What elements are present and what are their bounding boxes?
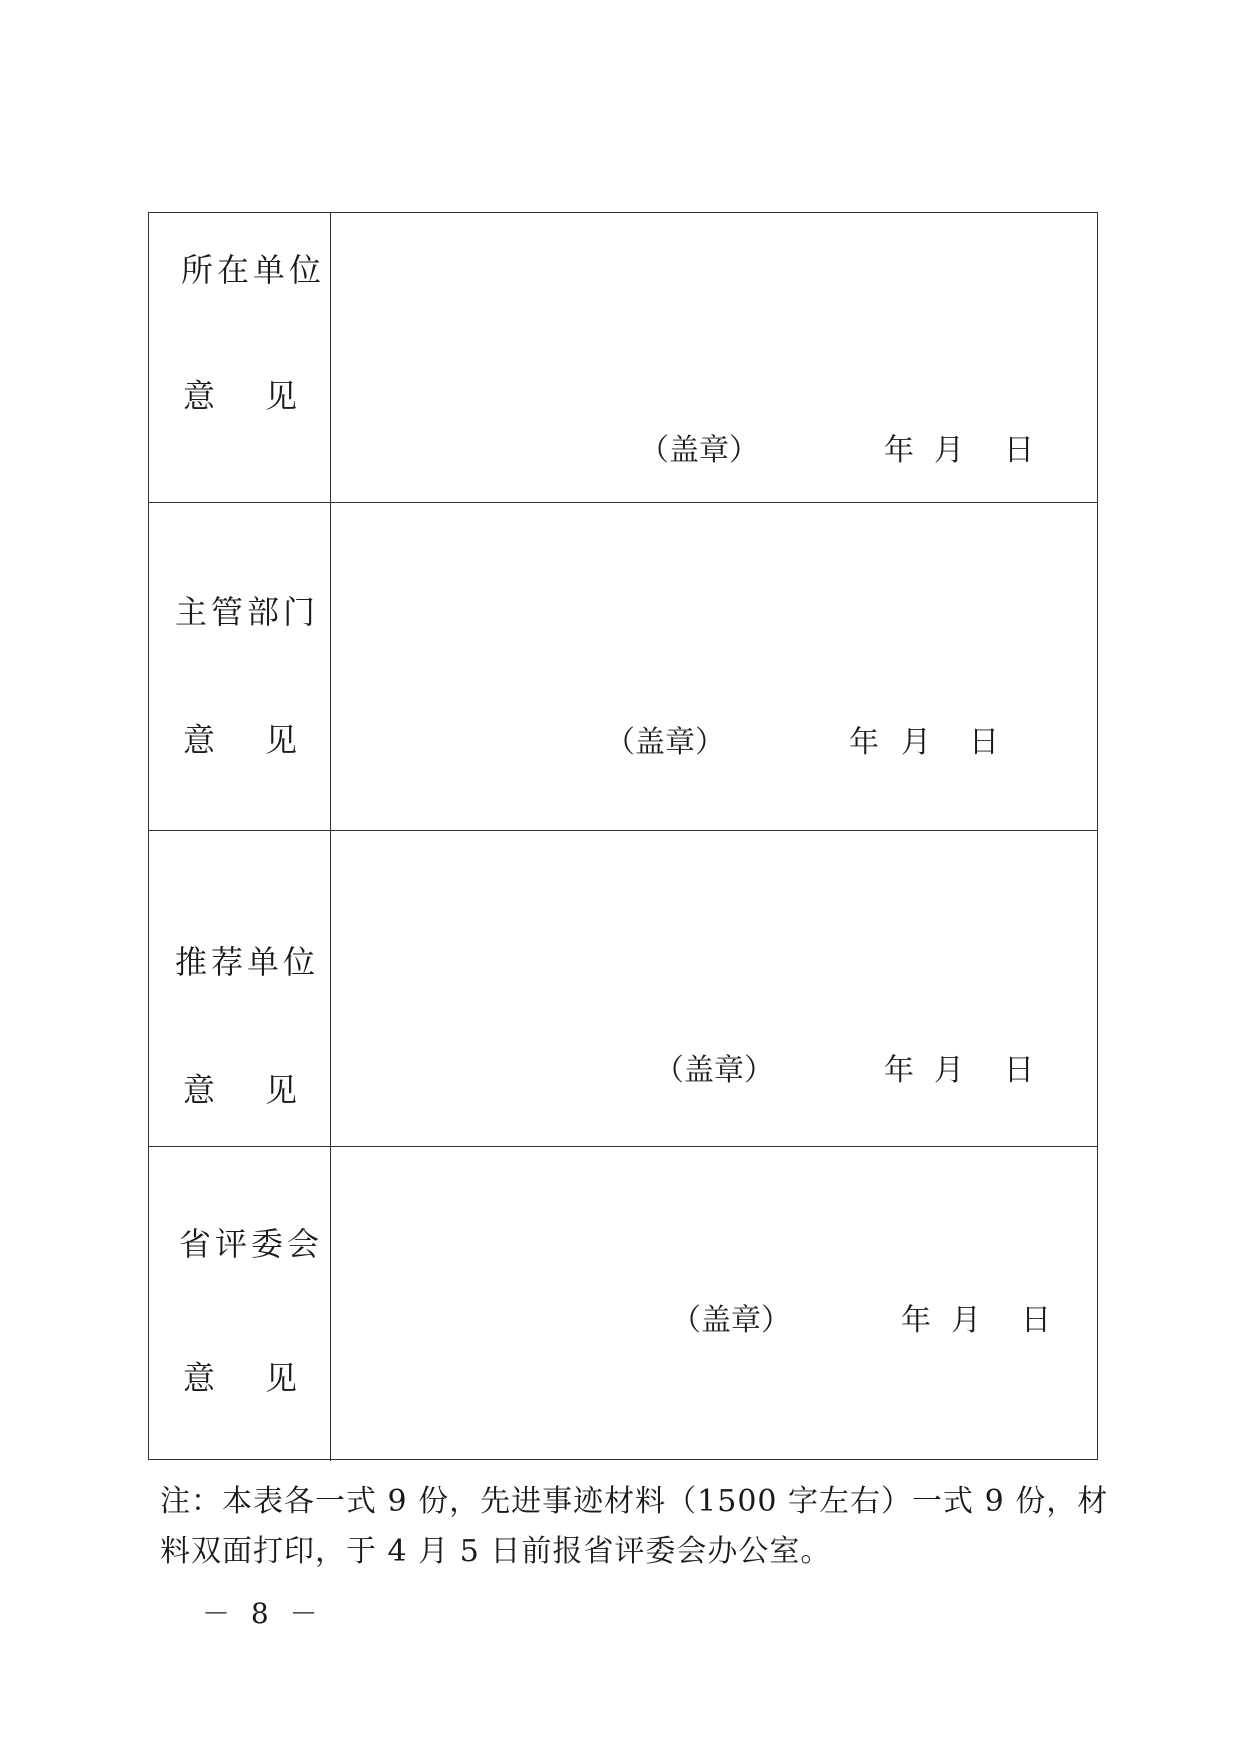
date-year: 年	[849, 725, 879, 760]
label-cell	[149, 831, 331, 1146]
seal-placeholder: （盖章）	[605, 725, 725, 760]
label-cell	[149, 1147, 331, 1461]
seal-placeholder: （盖章）	[671, 1303, 791, 1338]
seal-placeholder: （盖章）	[639, 433, 759, 468]
row-label: 推荐单位	[175, 943, 320, 981]
date-month: 月	[951, 1303, 981, 1338]
date-year: 年	[901, 1303, 931, 1338]
date-month: 月	[901, 725, 931, 760]
opinion-label-right: 见	[265, 1071, 298, 1109]
date-year: 年	[884, 1053, 914, 1088]
seal-placeholder: （盖章）	[654, 1053, 774, 1088]
date-year: 年	[884, 433, 914, 468]
label-cell	[149, 503, 331, 830]
page-number: － 8 －	[202, 1597, 324, 1630]
date-day: 日	[1004, 433, 1034, 468]
opinion-label-left: 意	[183, 377, 216, 415]
opinion-label-right: 见	[265, 377, 298, 415]
opinion-label-left: 意	[183, 1359, 216, 1397]
opinion-label-right: 见	[265, 1359, 298, 1397]
form-row-committee	[149, 1147, 1097, 1461]
footnote-line-1: 注：本表各一式 9 份，先进事迹材料（1500 字左右）一式 9 份，材	[160, 1484, 1109, 1519]
date-day: 日	[969, 725, 999, 760]
row-label: 省评委会	[179, 1225, 324, 1263]
row-label: 主管部门	[175, 593, 320, 631]
footnote-line-2: 料双面打印，于 4 月 5 日前报省评委会办公室。	[160, 1534, 832, 1569]
opinion-label-right: 见	[265, 721, 298, 759]
date-month: 月	[934, 433, 964, 468]
form-row-unit	[149, 213, 1097, 503]
form-row-recommender	[149, 831, 1097, 1147]
form-row-department	[149, 503, 1097, 831]
opinion-label-left: 意	[183, 721, 216, 759]
opinion-label-left: 意	[183, 1071, 216, 1109]
date-day: 日	[1004, 1053, 1034, 1088]
date-month: 月	[934, 1053, 964, 1088]
row-label: 所在单位	[181, 251, 326, 289]
date-day: 日	[1021, 1303, 1051, 1338]
opinion-form-table	[148, 212, 1098, 1460]
label-cell	[149, 213, 331, 502]
